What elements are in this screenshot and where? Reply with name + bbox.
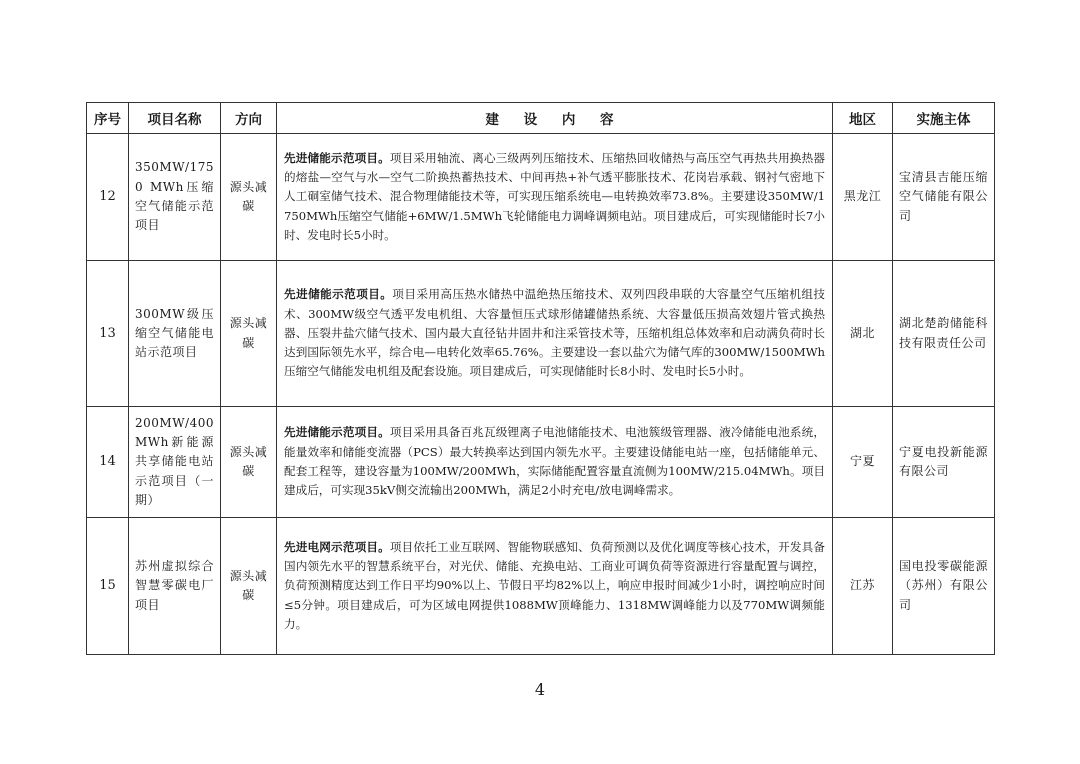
project-region: 黑龙江 bbox=[833, 134, 893, 261]
row-number: 15 bbox=[87, 518, 129, 655]
project-region: 湖北 bbox=[833, 261, 893, 407]
table-row bbox=[87, 261, 995, 407]
project-description: 项目采用高压热水储热中温绝热压缩技术、双列四段串联的大容量空气压缩机组技术、300MW级空气透平发电机组、大容量恒压式球形储罐储热系统、大容量低压损高效翅片管式换热器、压裂井盐穴储气技术、国内最大直径钻井固井和注采管技术等，压缩机组总体效率和启动满负荷时长达到国际领先水平，综合电—电转化效率65.76%。主要建设一套以盐穴为储气库的300MW/1500MWh压缩空气储能发电机组及配套设施。项目建成后，可实现储能时长8小时、发电时长5小时。 bbox=[284, 287, 825, 379]
project-region: 江苏 bbox=[833, 518, 893, 655]
header-region: 地区 bbox=[833, 103, 893, 134]
table-row bbox=[87, 407, 995, 518]
project-direction: 源头减碳 bbox=[221, 518, 277, 655]
header-content: 建 设 内 容 bbox=[277, 103, 833, 134]
project-category: 先进储能示范项目。 bbox=[284, 287, 393, 302]
implementing-org: 湖北楚韵储能科技有限责任公司 bbox=[893, 261, 995, 407]
row-number: 13 bbox=[87, 261, 129, 407]
project-direction: 源头减碳 bbox=[221, 407, 277, 518]
implementing-org: 宁夏电投新能源有限公司 bbox=[893, 407, 995, 518]
project-region: 宁夏 bbox=[833, 407, 893, 518]
project-name: 苏州虚拟综合智慧零碳电厂项目 bbox=[129, 518, 221, 655]
project-category: 先进储能示范项目。 bbox=[284, 150, 390, 165]
project-content bbox=[277, 261, 833, 407]
project-name: 300MW级压缩空气储能电站示范项目 bbox=[129, 261, 221, 407]
table-row bbox=[87, 518, 995, 655]
project-direction: 源头减碳 bbox=[221, 261, 277, 407]
project-content bbox=[277, 407, 833, 518]
project-category: 先进储能示范项目。 bbox=[284, 425, 390, 440]
project-name: 350MW/1750 MWh压缩空气储能示范项目 bbox=[129, 134, 221, 261]
header-org: 实施主体 bbox=[893, 103, 995, 134]
row-number: 12 bbox=[87, 134, 129, 261]
implementing-org: 宝清县吉能压缩空气储能有限公司 bbox=[893, 134, 995, 261]
project-description: 项目依托工业互联网、智能物联感知、负荷预测以及优化调度等核心技术，开发具备国内领先水平的智慧系统平台，对光伏、储能、充换电站、工商业可调负荷等资源进行容量配置与调控，负荷预测精度达到工作日平均90%以上、节假日平均82%以上，响应申报时间减少1小时，调控响应时间≤5分钟。项目建成后，可为区域电网提供1088MW顶峰能力、1318MW调峰能力以及770MW调频能力。 bbox=[284, 539, 825, 631]
page-number: 4 bbox=[534, 680, 546, 699]
project-category: 先进电网示范项目。 bbox=[284, 539, 390, 554]
project-content bbox=[277, 134, 833, 261]
projects-table bbox=[86, 102, 995, 655]
header-direction: 方向 bbox=[221, 103, 277, 134]
header-no: 序号 bbox=[87, 103, 129, 134]
project-name: 200MW/400 MWh新能源共享储能电站示范项目（一期） bbox=[129, 407, 221, 518]
project-content bbox=[277, 518, 833, 655]
table-row bbox=[87, 134, 995, 261]
project-description: 项目采用轴流、离心三级两列压缩技术、压缩热回收储热与高压空气再热共用换热器的熔盐—空气与水—空气二阶换热蓄热技术、中间再热+补气透平膨胀技术、花岗岩承载、钢衬气密地下人工硐室储气技术、混合物理储能技术等，可实现压缩系统电—电转换效率73.8%。主要建设350MW/1750MWh压缩空气储能+6MW/1.5MWh飞轮储能电力调峰调频电站。项目建成后，可实现储能时长7小时、发电时长5小时。 bbox=[284, 150, 825, 242]
implementing-org: 国电投零碳能源（苏州）有限公司 bbox=[893, 518, 995, 655]
project-direction: 源头减碳 bbox=[221, 134, 277, 261]
table-header-row bbox=[87, 103, 995, 134]
row-number: 14 bbox=[87, 407, 129, 518]
header-project-name: 项目名称 bbox=[129, 103, 221, 134]
project-description: 项目采用具备百兆瓦级锂离子电池储能技术、电池簇级管理器、液冷储能电池系统，能量效率和储能变流器（PCS）最大转换率达到国内领先水平。主要建设储能电站一座，包括储能单元、配套工程等，建设容量为100MW/200MWh，实际储能配置容量直流侧为100MW/215.04MWh。项目建成后，可实现35kV侧交流输出200MWh，满足2小时充电/放电调峰需求。 bbox=[284, 425, 825, 498]
